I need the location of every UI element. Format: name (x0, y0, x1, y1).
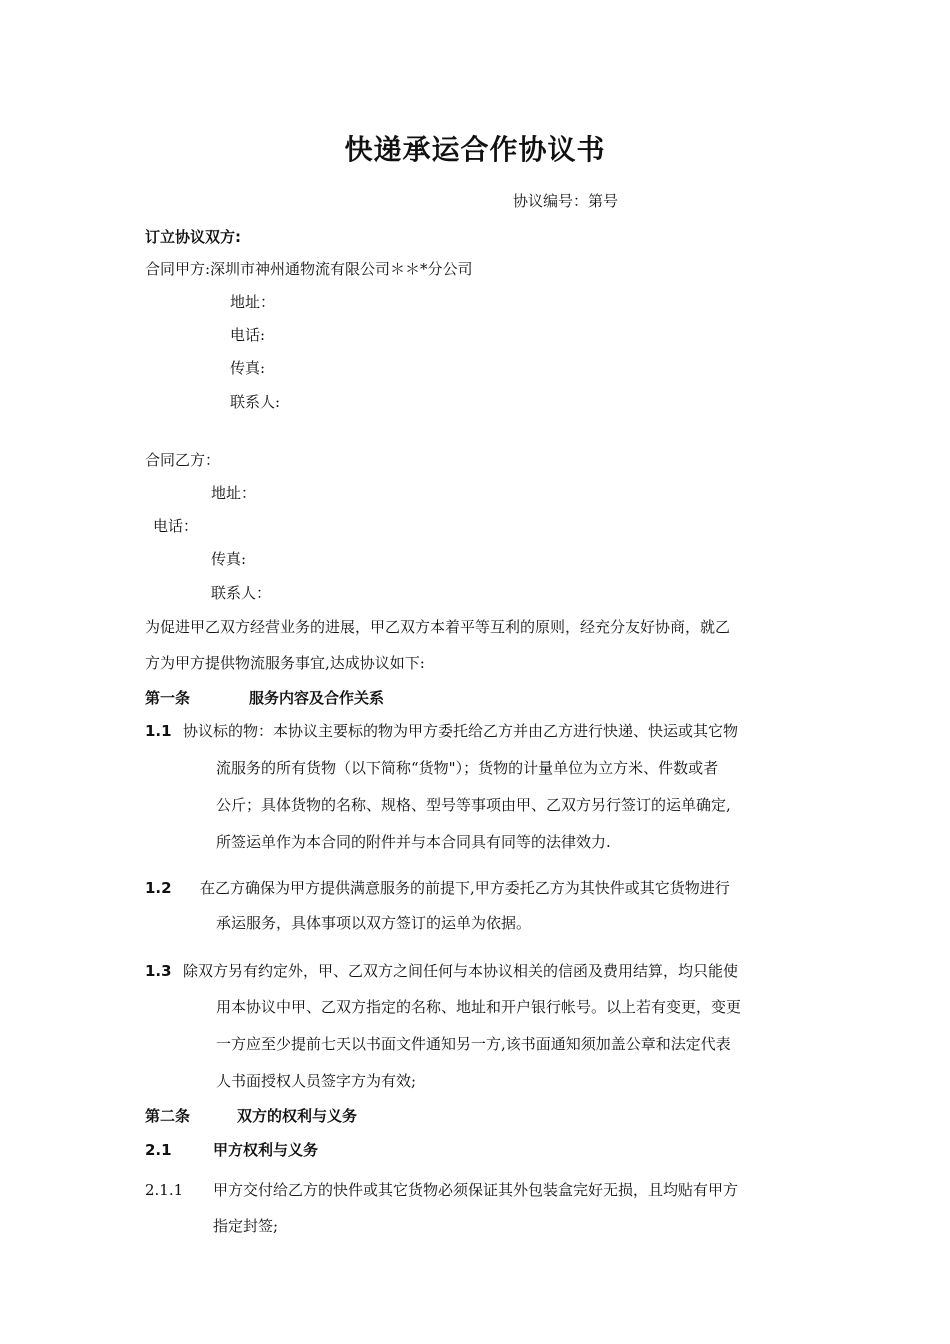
party-b-address: 地址： (211, 484, 257, 502)
party-a-phone: 电话: (230, 326, 266, 344)
intro-line-2: 方为甲方提供物流服务事宜,达成协议如下: (145, 654, 425, 672)
clause-1-1-line-1: 协议标的物：本协议主要标的物为甲方委托给乙方并由乙方进行快递、快运或其它物 (183, 722, 739, 740)
clause-2-1-1-line-1: 甲方交付给乙方的快件或其它货物必须保证其外包装盒完好无损，且均贴有甲方 (213, 1181, 739, 1199)
clause-1-3-number: 1.3 (145, 962, 172, 980)
article-2-number: 第二条 (145, 1107, 191, 1125)
clause-1-2-line-1: 在乙方确保为甲方提供满意服务的前提下,甲方委托乙方为其快件或其它货物进行 (200, 879, 730, 897)
party-b-phone: 电话： (153, 517, 199, 535)
clause-1-3-line-3: 一方应至少提前七天以书面文件通知另一方,该书面通知须加盖公章和法定代表 (216, 1035, 731, 1053)
clause-1-1-line-3: 公斤；具体货物的名称、规格、型号等事项由甲、乙双方另行签订的运单确定, (216, 796, 731, 814)
clause-2-1-1-line-2: 指定封签; (213, 1217, 279, 1235)
parties-heading: 订立协议双方: (145, 228, 241, 246)
party-a-contact: 联系人: (230, 393, 281, 411)
article-2-title: 双方的权利与义务 (237, 1107, 358, 1125)
clause-1-1-line-2: 流服务的所有货物（以下简称“货物"）；货物的计量单位为立方米、件数或者 (216, 759, 719, 777)
clause-1-3-line-2: 用本协议中甲、乙双方指定的名称、地址和开户银行帐号。以上若有变更，变更 (216, 998, 742, 1016)
clause-1-1-line-4: 所签运单作为本合同的附件并与本合同具有同等的法律效力. (216, 833, 611, 851)
party-a-address: 地址： (230, 293, 276, 311)
party-a-name: 合同甲方:深圳市神州通物流有限公司＊＊*分公司 (145, 260, 473, 278)
party-b-contact: 联系人： (211, 584, 272, 602)
intro-line-1: 为促进甲乙双方经营业务的进展，甲乙双方本着平等互利的原则，经充分友好协商，就乙 (145, 618, 731, 636)
clause-1-3-line-1: 除双方另有约定外，甲、乙双方之间任何与本协议相关的信函及费用结算，均只能使 (183, 962, 739, 980)
clause-1-2-number: 1.2 (145, 879, 172, 897)
document-title: 快递承运合作协议书 (344, 133, 606, 166)
clause-2-1-number: 2.1 (145, 1141, 172, 1159)
clause-1-2-line-2: 承运服务，具体事项以双方签订的运单为依据。 (216, 914, 532, 932)
party-b-name: 合同乙方： (145, 451, 221, 469)
article-1-number: 第一条 (145, 689, 191, 707)
party-b-fax: 传真: (211, 550, 247, 568)
clause-2-1-1-number: 2.1.1 (145, 1181, 184, 1199)
article-1-title: 服务内容及合作关系 (249, 689, 385, 707)
clause-1-3-line-4: 人书面授权人员签字方为有效; (216, 1072, 417, 1090)
party-a-fax: 传真: (230, 359, 266, 377)
agreement-number: 协议编号：第号 (513, 192, 619, 210)
clause-1-1-number: 1.1 (145, 722, 172, 740)
clause-2-1-title: 甲方权利与义务 (213, 1141, 319, 1159)
